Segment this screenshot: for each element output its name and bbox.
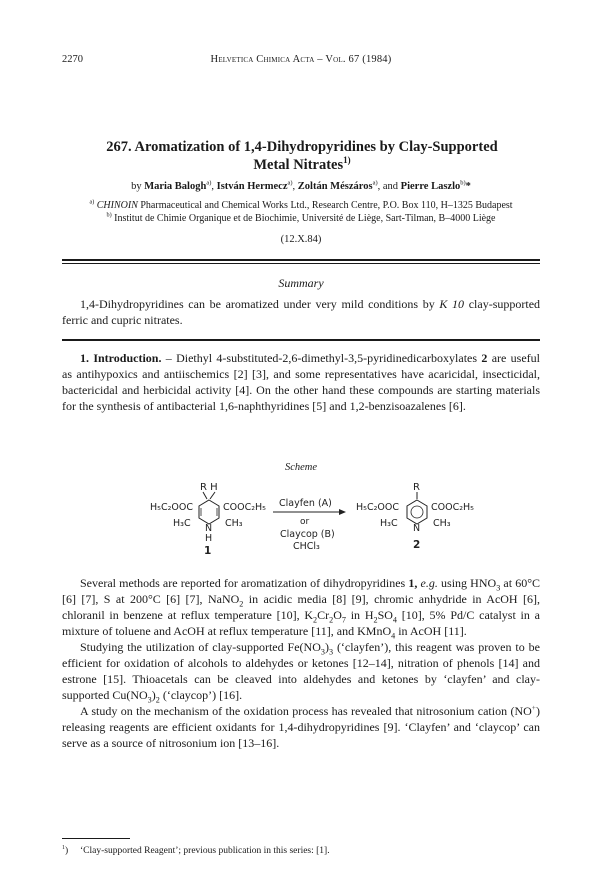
reagent-clayfen: Clayfen (A) bbox=[279, 498, 332, 509]
footnote bbox=[62, 846, 540, 856]
compound-label-1: 1 bbox=[204, 545, 212, 557]
ester-group: H₅C₂OOC bbox=[356, 502, 399, 513]
divider bbox=[62, 263, 540, 264]
or-label: or bbox=[300, 517, 310, 527]
compound-label: 2 bbox=[481, 351, 488, 365]
ester-group: H₅C₂OOC bbox=[150, 502, 193, 513]
author-name: Zoltán Mészáros bbox=[297, 181, 373, 192]
title-footnote-mark: 1) bbox=[343, 155, 351, 166]
affiliation-org: CHINOIN bbox=[96, 200, 138, 211]
journal-running-title: Helvetica Chimica Acta – Vol. 67 (1984) bbox=[210, 54, 392, 65]
author-name: Pierre Laszlo bbox=[400, 181, 461, 192]
substituent-label: R H bbox=[200, 482, 218, 493]
introduction-paragraph: 1. Introduction. – Diethyl 4-substituted-2,6-dimethyl-3,5-pyridinedicarboxylates 2 are useful as antihypoxics and antiischemics [2] [3], and some representatives have acaricidal, insecticidal, bactericidal and herbicidal activity [4]. On the other hand these compounds are starting materials for the synthesis of antibacterial 1,6-naphthyridines [5] and 1,2-benzisoazalenes [6]. bbox=[62, 351, 541, 413]
affiliation-a: $^{a)}$ CHINOIN Pharmaceutical and Chemical Works Ltd., Research Centre, P.O. Box 110, H–1325 Budapest bbox=[89, 198, 513, 211]
page-number: 2270 bbox=[62, 54, 83, 65]
paragraph: Studying the utilization of clay-supported $Fe(NO_3)_3$ (‘clayfen’), this reagent was proven to be efficient for oxidation of alcohols to aldehydes or ketones [12–14], nitration of phenols [14] and estrone [15]. Thioacetals can be cleaved into aldehydes and ketones by ‘clayfen’ and clay-supported $Cu(NO_3)_2$ (‘claycop’) [16]. bbox=[62, 640, 540, 705]
section-heading: 1. Introduction. bbox=[80, 351, 162, 365]
clay-name: K 10 bbox=[439, 297, 465, 311]
substituent-label: R bbox=[413, 482, 420, 493]
reagent-claycop: Claycop (B) bbox=[280, 529, 335, 540]
arrow-head bbox=[339, 509, 346, 515]
methyl-group: H₃C bbox=[173, 518, 191, 529]
article-title-text: Aromatization of 1,4-Dihydropyridines by Clay-Supported Metal Nitrates bbox=[134, 139, 498, 173]
paragraph: Several methods are reported for aromatization of dihydropyridines 1, e.g. using $HNO_3$ at 60°C [6] [7], S at 200°C [6] [7], NaNO$_2$ in acidic media [8] [9], chromic anhydride in AcOH [6], chloranil in benzene at reflux temperature [10], $K_2Cr_2O_7$ in $H_2SO_4$ [10], 5% Pd/C catalyst in a mixture of toluene and AcOH at reflux temperature [11], and KMnO$_4$ in AcOH [11]. bbox=[62, 576, 541, 641]
footnote-text: ‘Clay-supported Reagent’; previous publication in this series: [1]. bbox=[80, 846, 330, 856]
article-title bbox=[92, 138, 512, 174]
author-name: Maria Balogh bbox=[144, 181, 207, 192]
reaction-conditions bbox=[273, 498, 346, 552]
dihydropyridine-structure bbox=[150, 482, 266, 557]
nh-hydrogen: H bbox=[205, 533, 213, 544]
methyl-group: CH₃ bbox=[225, 518, 243, 529]
affiliation-b: $^{b)}$ Institut de Chimie Organique et de Biochimie, Université de Liège, Sart-Tilman, B–4000 Liège bbox=[106, 211, 496, 224]
solvent-label: CHCl₃ bbox=[293, 541, 320, 552]
running-header bbox=[62, 54, 540, 68]
paragraph: A study on the mechanism of the oxidation process has revealed that nitrosonium cation (NO+) releasing reagents are efficient oxidants for 1,4-dihydropyridines [9]. ‘Clayfen’ and ‘claycop’ can serve as a source of nitrosonium ion [13–16]. bbox=[62, 703, 540, 750]
reaction-scheme bbox=[145, 478, 475, 568]
ester-group: COOC₂H₅ bbox=[223, 502, 266, 513]
summary-text: 1,4-Dihydropyridines can be aromatized under very mild conditions by K 10 clay-supported ferric and cupric nitrates. bbox=[62, 297, 541, 327]
author-name: István Hermecz bbox=[216, 181, 288, 192]
footnote-mark: $^1$) bbox=[62, 844, 69, 856]
methyl-group: CH₃ bbox=[433, 518, 451, 529]
reaction-scheme-drawing bbox=[145, 478, 475, 568]
received-date: (12.X.84) bbox=[280, 234, 322, 245]
compound-label-2: 2 bbox=[413, 539, 421, 551]
pyridine-structure bbox=[356, 482, 474, 551]
methyl-group: H₃C bbox=[380, 518, 398, 529]
body-text bbox=[62, 575, 540, 751]
article-number: 267. bbox=[106, 139, 132, 155]
author-line: by Maria Balogh$^{a)}$, István Hermecz$^{a)}$, Zoltán Mészáros$^{a)}$, and Pierre Laszlo$^{b)}$* bbox=[131, 179, 471, 192]
ester-group: COOC₂H₅ bbox=[431, 502, 474, 513]
nitrogen-atom: N bbox=[205, 523, 213, 534]
summary-heading: Summary bbox=[278, 276, 324, 290]
scheme-title: Scheme bbox=[284, 462, 318, 473]
divider bbox=[62, 259, 540, 261]
nitrogen-atom: N bbox=[413, 523, 421, 534]
compound-label: 1, bbox=[408, 576, 418, 590]
divider bbox=[62, 339, 540, 341]
footnote-divider bbox=[62, 838, 130, 839]
corresponding-author-star: * bbox=[465, 181, 471, 192]
